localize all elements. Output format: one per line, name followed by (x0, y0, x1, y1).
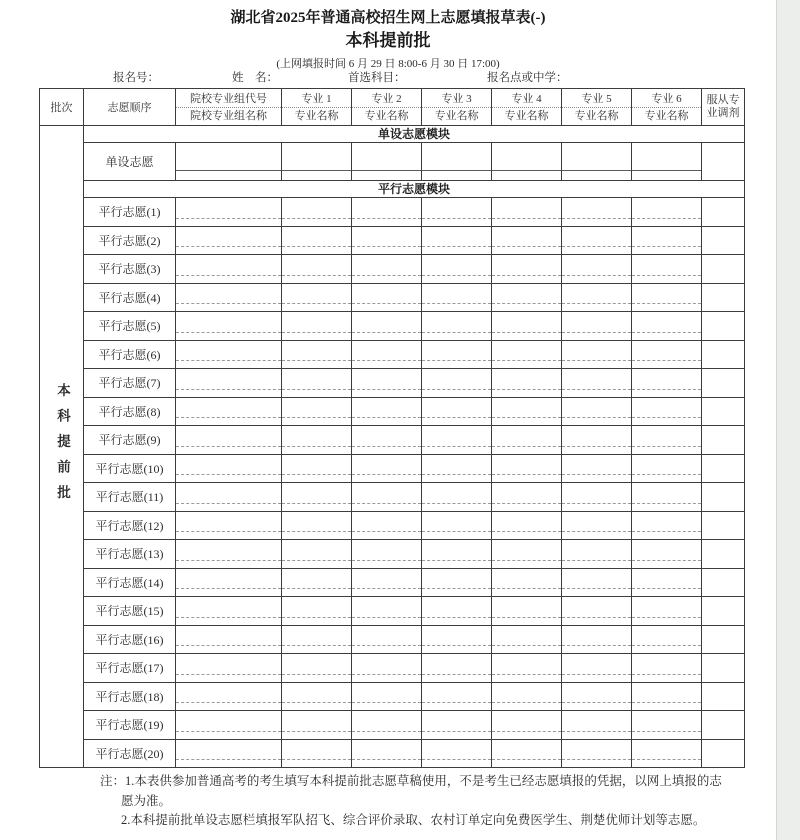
parallel-group-cell (176, 283, 282, 312)
parallel-group-cell (176, 711, 282, 740)
parallel-major-cell (492, 540, 562, 569)
parallel-major-cell (422, 283, 492, 312)
header-major-3-num: 专业 3 (422, 90, 491, 108)
parallel-major-cell (492, 682, 562, 711)
parallel-major-cell (282, 397, 352, 426)
header-major-3-sub: 专业名称 (434, 109, 479, 122)
parallel-volunteer-row (40, 340, 745, 369)
parallel-major-cell (282, 340, 352, 369)
parallel-group-cell (176, 226, 282, 255)
parallel-major-cell (422, 426, 492, 455)
parallel-major-cell (422, 511, 492, 540)
parallel-major-cell (492, 597, 562, 626)
parallel-row-label: 平行志愿(17) (84, 654, 176, 683)
parallel-major-cell (562, 454, 632, 483)
parallel-obey-cell (702, 711, 745, 740)
first-subject-label: 首选科目： (348, 72, 406, 84)
parallel-major-cell (422, 255, 492, 284)
parallel-module-title: 平行志愿模块 (84, 181, 745, 198)
parallel-obey-cell (702, 255, 745, 284)
parallel-obey-cell (702, 340, 745, 369)
single-group-cell (176, 143, 282, 181)
parallel-group-cell (176, 369, 282, 398)
parallel-obey-cell (702, 597, 745, 626)
parallel-obey-cell (702, 226, 745, 255)
parallel-volunteer-row (40, 568, 745, 597)
reg-site-label: 报名点或中学： (487, 72, 568, 84)
parallel-row-label: 平行志愿(19) (84, 711, 176, 740)
parallel-major-cell (282, 540, 352, 569)
parallel-major-cell (562, 369, 632, 398)
parallel-major-cell (282, 711, 352, 740)
table-header-row (40, 89, 745, 126)
parallel-major-cell (492, 711, 562, 740)
parallel-major-cell (632, 625, 702, 654)
parallel-major-cell (492, 312, 562, 341)
parallel-major-cell (492, 255, 562, 284)
parallel-row-label: 平行志愿(4) (84, 283, 176, 312)
parallel-major-cell (282, 654, 352, 683)
parallel-major-cell (632, 312, 702, 341)
parallel-major-cell (352, 198, 422, 227)
parallel-major-cell (492, 625, 562, 654)
header-major-3 (422, 89, 492, 126)
parallel-major-cell (562, 226, 632, 255)
parallel-major-cell (282, 312, 352, 341)
parallel-obey-cell (702, 312, 745, 341)
parallel-major-cell (422, 340, 492, 369)
parallel-volunteer-row (40, 397, 745, 426)
parallel-major-cell (282, 369, 352, 398)
parallel-major-cell (422, 226, 492, 255)
parallel-major-cell (422, 682, 492, 711)
filing-time-note: (上网填报时间 6 月 29 日 8:00-6 月 30 日 17:00) (276, 58, 500, 70)
parallel-obey-cell (702, 198, 745, 227)
parallel-volunteer-row (40, 597, 745, 626)
parallel-major-cell (352, 682, 422, 711)
parallel-row-label: 平行志愿(2) (84, 226, 176, 255)
parallel-major-cell (632, 426, 702, 455)
parallel-major-cell (282, 483, 352, 512)
parallel-group-cell (176, 511, 282, 540)
parallel-major-cell (422, 739, 492, 768)
parallel-major-cell (422, 397, 492, 426)
parallel-group-cell (176, 568, 282, 597)
parallel-major-cell (352, 426, 422, 455)
parallel-major-cell (562, 625, 632, 654)
header-major-5 (562, 89, 632, 126)
parallel-major-cell (632, 568, 702, 597)
parallel-major-cell (562, 654, 632, 683)
parallel-major-cell (492, 198, 562, 227)
parallel-volunteer-row (40, 739, 745, 768)
footnote-line-2: 愿为准。 (121, 794, 172, 808)
parallel-row-label: 平行志愿(9) (84, 426, 176, 455)
parallel-major-cell (562, 397, 632, 426)
header-obey-adjustment: 服从专业调剂 (702, 89, 745, 126)
volunteer-table (39, 88, 745, 768)
parallel-row-label: 平行志愿(14) (84, 568, 176, 597)
parallel-major-cell (492, 568, 562, 597)
parallel-group-cell (176, 426, 282, 455)
parallel-major-cell (352, 654, 422, 683)
parallel-volunteer-row (40, 255, 745, 284)
header-group (176, 89, 282, 126)
parallel-group-cell (176, 540, 282, 569)
parallel-row-label: 平行志愿(12) (84, 511, 176, 540)
parallel-major-cell (282, 511, 352, 540)
parallel-group-cell (176, 625, 282, 654)
parallel-major-cell (632, 397, 702, 426)
parallel-major-cell (282, 226, 352, 255)
parallel-group-cell (176, 739, 282, 768)
header-major-2-sub: 专业名称 (364, 109, 409, 122)
parallel-major-cell (282, 597, 352, 626)
parallel-major-cell (492, 226, 562, 255)
footnote-line-3: 2.本科提前批单设志愿栏填报军队招飞、综合评价录取、农村订单定向免费医学生、荆楚优师计划等志愿。 (121, 813, 706, 827)
header-major-6 (632, 89, 702, 126)
parallel-row-label: 平行志愿(6) (84, 340, 176, 369)
parallel-obey-cell (702, 454, 745, 483)
parallel-major-cell (562, 483, 632, 512)
parallel-major-cell (352, 454, 422, 483)
parallel-major-cell (422, 711, 492, 740)
parallel-row-label: 平行志愿(1) (84, 198, 176, 227)
parallel-group-cell (176, 340, 282, 369)
parallel-major-cell (492, 340, 562, 369)
parallel-major-cell (632, 226, 702, 255)
parallel-major-cell (352, 711, 422, 740)
parallel-major-cell (632, 340, 702, 369)
parallel-major-cell (422, 654, 492, 683)
parallel-major-cell (562, 426, 632, 455)
parallel-major-cell (562, 568, 632, 597)
header-major-5-sub: 专业名称 (574, 109, 619, 122)
single-major-cell (632, 143, 702, 181)
parallel-major-cell (492, 426, 562, 455)
parallel-major-cell (492, 397, 562, 426)
parallel-obey-cell (702, 568, 745, 597)
parallel-obey-cell (702, 426, 745, 455)
single-volunteer-row (40, 143, 745, 181)
header-major-2-num: 专业 2 (352, 90, 421, 108)
parallel-volunteer-row (40, 625, 745, 654)
parallel-major-cell (632, 739, 702, 768)
parallel-major-cell (282, 283, 352, 312)
parallel-obey-cell (702, 682, 745, 711)
single-major-cell (422, 143, 492, 181)
parallel-major-cell (562, 682, 632, 711)
parallel-major-cell (352, 739, 422, 768)
parallel-row-label: 平行志愿(5) (84, 312, 176, 341)
parallel-major-cell (632, 454, 702, 483)
parallel-group-cell (176, 255, 282, 284)
parallel-obey-cell (702, 625, 745, 654)
parallel-major-cell (562, 540, 632, 569)
parallel-obey-cell (702, 483, 745, 512)
parallel-major-cell (562, 739, 632, 768)
parallel-major-cell (352, 312, 422, 341)
page-title: 湖北省2025年普通高校招生网上志愿填报草表(-) (230, 10, 546, 26)
parallel-major-cell (282, 568, 352, 597)
parallel-volunteer-row (40, 369, 745, 398)
page-subtitle: 本科提前批 (345, 31, 431, 50)
parallel-major-cell (422, 597, 492, 626)
parallel-major-cell (352, 568, 422, 597)
parallel-major-cell (282, 255, 352, 284)
parallel-volunteer-row (40, 511, 745, 540)
parallel-major-cell (352, 483, 422, 512)
parallel-row-label: 平行志愿(8) (84, 397, 176, 426)
single-major-cell (352, 143, 422, 181)
header-major-6-sub: 专业名称 (644, 109, 689, 122)
header-batch: 批次 (40, 89, 84, 126)
parallel-major-cell (632, 283, 702, 312)
parallel-volunteer-row (40, 483, 745, 512)
parallel-major-cell (562, 255, 632, 284)
parallel-major-cell (562, 711, 632, 740)
parallel-obey-cell (702, 369, 745, 398)
parallel-major-cell (632, 711, 702, 740)
parallel-major-cell (492, 483, 562, 512)
parallel-volunteer-row (40, 426, 745, 455)
parallel-major-cell (282, 198, 352, 227)
parallel-major-cell (282, 739, 352, 768)
parallel-major-cell (352, 625, 422, 654)
parallel-major-cell (492, 511, 562, 540)
parallel-major-cell (422, 540, 492, 569)
parallel-major-cell (632, 654, 702, 683)
footnote-line-1: 注：1.本表供参加普通高考的考生填写本科提前批志愿草稿使用，不是考生已经志愿填报的凭据，以网上填报的志 (100, 774, 722, 788)
parallel-row-label: 平行志愿(7) (84, 369, 176, 398)
parallel-group-cell (176, 312, 282, 341)
header-major-2 (352, 89, 422, 126)
parallel-major-cell (562, 312, 632, 341)
header-group-code: 院校专业组代号 (176, 90, 281, 108)
parallel-row-label: 平行志愿(10) (84, 454, 176, 483)
header-order: 志愿顺序 (84, 89, 176, 126)
single-volunteer-label: 单设志愿 (84, 143, 176, 181)
parallel-major-cell (422, 625, 492, 654)
single-major-cell (492, 143, 562, 181)
single-module-row (40, 126, 745, 143)
parallel-major-cell (492, 454, 562, 483)
parallel-major-cell (422, 483, 492, 512)
parallel-major-cell (632, 540, 702, 569)
batch-name-cell (40, 126, 84, 768)
parallel-major-cell (422, 454, 492, 483)
parallel-volunteer-row (40, 654, 745, 683)
parallel-major-cell (352, 397, 422, 426)
candidate-info-row (0, 69, 776, 85)
parallel-major-cell (562, 198, 632, 227)
parallel-major-cell (352, 597, 422, 626)
single-module-title: 单设志愿模块 (84, 126, 745, 143)
parallel-obey-cell (702, 511, 745, 540)
parallel-major-cell (422, 198, 492, 227)
parallel-major-cell (562, 511, 632, 540)
parallel-volunteer-row (40, 283, 745, 312)
parallel-module-row (40, 181, 745, 198)
parallel-group-cell (176, 483, 282, 512)
single-obey-cell (702, 143, 745, 181)
parallel-major-cell (562, 340, 632, 369)
parallel-row-label: 平行志愿(18) (84, 682, 176, 711)
parallel-major-cell (282, 682, 352, 711)
header-major-5-num: 专业 5 (562, 90, 631, 108)
parallel-major-cell (352, 340, 422, 369)
parallel-group-cell (176, 454, 282, 483)
parallel-row-label: 平行志愿(15) (84, 597, 176, 626)
parallel-row-label: 平行志愿(16) (84, 625, 176, 654)
parallel-major-cell (632, 682, 702, 711)
single-major-cell (562, 143, 632, 181)
parallel-group-cell (176, 397, 282, 426)
parallel-volunteer-row (40, 454, 745, 483)
parallel-major-cell (282, 454, 352, 483)
parallel-major-cell (422, 369, 492, 398)
parallel-major-cell (492, 369, 562, 398)
header-major-1-num: 专业 1 (282, 90, 351, 108)
parallel-major-cell (632, 255, 702, 284)
parallel-volunteer-row (40, 312, 745, 341)
parallel-volunteer-row (40, 682, 745, 711)
header-major-4-sub: 专业名称 (504, 109, 549, 122)
parallel-major-cell (632, 597, 702, 626)
name-label: 姓 名： (232, 72, 278, 84)
header-major-6-num: 专业 6 (632, 90, 701, 108)
parallel-obey-cell (702, 397, 745, 426)
parallel-major-cell (632, 483, 702, 512)
parallel-group-cell (176, 597, 282, 626)
parallel-group-cell (176, 654, 282, 683)
parallel-row-label: 平行志愿(13) (84, 540, 176, 569)
parallel-major-cell (352, 283, 422, 312)
parallel-major-cell (352, 540, 422, 569)
header-major-4 (492, 89, 562, 126)
parallel-obey-cell (702, 654, 745, 683)
parallel-volunteer-row (40, 711, 745, 740)
parallel-row-label: 平行志愿(20) (84, 739, 176, 768)
page-right-margin-strip (776, 0, 800, 840)
parallel-major-cell (422, 568, 492, 597)
parallel-major-cell (352, 255, 422, 284)
parallel-major-cell (352, 369, 422, 398)
header-major-1 (282, 89, 352, 126)
parallel-major-cell (282, 426, 352, 455)
parallel-major-cell (632, 369, 702, 398)
parallel-group-cell (176, 198, 282, 227)
parallel-obey-cell (702, 540, 745, 569)
parallel-obey-cell (702, 739, 745, 768)
parallel-group-cell (176, 682, 282, 711)
reg-no-label: 报名号： (113, 72, 159, 84)
parallel-row-label: 平行志愿(11) (84, 483, 176, 512)
parallel-major-cell (562, 597, 632, 626)
parallel-major-cell (422, 312, 492, 341)
parallel-major-cell (562, 283, 632, 312)
parallel-major-cell (282, 625, 352, 654)
batch-name-vertical: 本科提前批 (55, 382, 70, 511)
parallel-major-cell (492, 739, 562, 768)
parallel-row-label: 平行志愿(3) (84, 255, 176, 284)
parallel-major-cell (492, 654, 562, 683)
parallel-volunteer-row (40, 226, 745, 255)
parallel-major-cell (632, 198, 702, 227)
header-major-4-num: 专业 4 (492, 90, 561, 108)
parallel-volunteer-row (40, 198, 745, 227)
header-major-1-sub: 专业名称 (294, 109, 339, 122)
parallel-major-cell (352, 226, 422, 255)
header-group-name: 院校专业组名称 (190, 109, 267, 122)
parallel-volunteer-row (40, 540, 745, 569)
parallel-major-cell (632, 511, 702, 540)
parallel-major-cell (352, 511, 422, 540)
parallel-major-cell (492, 283, 562, 312)
parallel-obey-cell (702, 283, 745, 312)
single-major-cell (282, 143, 352, 181)
